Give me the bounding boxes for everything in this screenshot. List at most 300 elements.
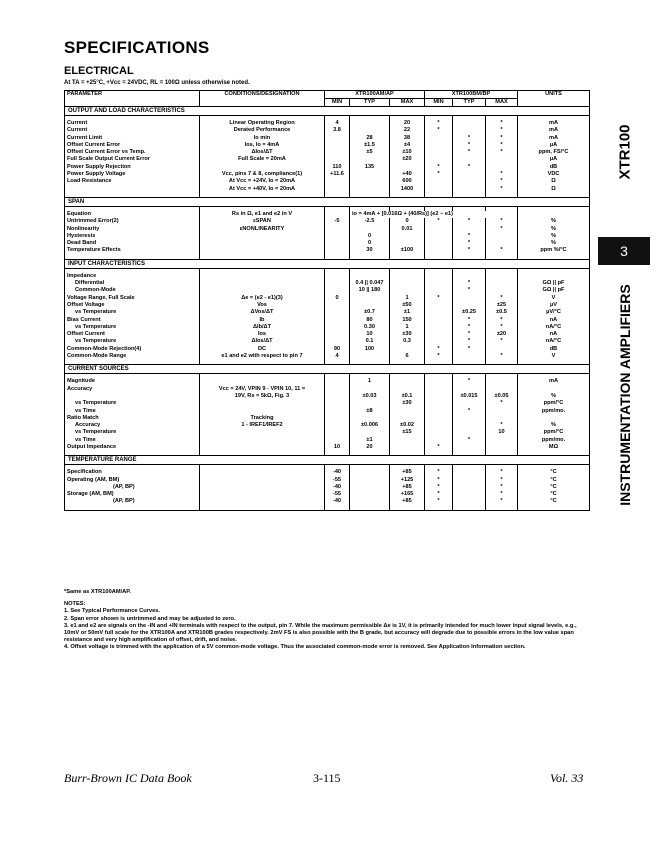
cell-typ-a bbox=[350, 484, 390, 491]
cell-condition: DC bbox=[200, 346, 325, 353]
cell-typ-b: * bbox=[453, 240, 486, 247]
cell-max-b bbox=[486, 164, 518, 171]
cell-min-a bbox=[325, 280, 350, 287]
cell-typ-b bbox=[453, 295, 486, 302]
cell-condition bbox=[200, 378, 325, 385]
section-tab: 3 bbox=[598, 237, 650, 265]
cell-typ-b bbox=[453, 422, 486, 429]
cell-condition bbox=[200, 429, 325, 436]
cell-typ-b bbox=[453, 498, 486, 505]
cell-min-a bbox=[325, 226, 350, 233]
cell-max-b: * bbox=[486, 469, 518, 476]
table-row bbox=[65, 164, 590, 171]
cell-min-a: 4 bbox=[325, 120, 350, 127]
table-row bbox=[65, 211, 590, 218]
cell-typ-b bbox=[453, 127, 486, 134]
cell-typ-a: 1 bbox=[350, 378, 390, 385]
cell-typ-b: * bbox=[453, 135, 486, 142]
header-conditions: CONDITIONS/DESIGNATION bbox=[200, 91, 325, 107]
table-row bbox=[65, 273, 590, 280]
cell-typ-a: -2.5 bbox=[350, 218, 390, 225]
cell-units: µV bbox=[518, 302, 590, 309]
cell-units: GΩ || pF bbox=[518, 280, 590, 287]
cell-condition bbox=[200, 233, 325, 240]
cell-parameter: Magnitude bbox=[65, 378, 200, 385]
cell-typ-a: ±0.006 bbox=[350, 422, 390, 429]
cell-max-a bbox=[390, 240, 425, 247]
cell-min-a bbox=[325, 302, 350, 309]
cell-min-b bbox=[425, 393, 453, 400]
section-header-row bbox=[65, 365, 590, 374]
cell-max-b bbox=[486, 280, 518, 287]
table-row bbox=[65, 218, 590, 225]
cell-min-a bbox=[325, 400, 350, 407]
table-row bbox=[65, 422, 590, 429]
cell-typ-b bbox=[453, 469, 486, 476]
cell-typ-a: 30 bbox=[350, 247, 390, 254]
cell-condition bbox=[200, 287, 325, 294]
cell-typ-b bbox=[453, 491, 486, 498]
cell-min-b bbox=[425, 233, 453, 240]
table-row bbox=[65, 309, 590, 316]
cell-max-a: +85 bbox=[390, 469, 425, 476]
cell-typ-a bbox=[350, 469, 390, 476]
section-header-row bbox=[65, 456, 590, 465]
cell-condition bbox=[200, 240, 325, 247]
cell-parameter bbox=[65, 186, 200, 193]
note-item: 2. Span error shown is untrimmed and may be adjusted to zero. bbox=[64, 615, 236, 622]
spacer-cell bbox=[518, 506, 590, 511]
cell-units: µV/°C bbox=[518, 309, 590, 316]
cell-max-a bbox=[390, 444, 425, 451]
cell-max-b: * bbox=[486, 477, 518, 484]
cell-parameter: Accuracy bbox=[65, 386, 200, 393]
cell-condition: Tracking bbox=[200, 415, 325, 422]
cell-typ-b bbox=[453, 400, 486, 407]
table-row bbox=[65, 247, 590, 254]
spacer-cell bbox=[350, 506, 390, 511]
cell-typ-a: ±5 bbox=[350, 149, 390, 156]
table-row bbox=[65, 120, 590, 127]
cell-typ-a bbox=[350, 127, 390, 134]
cell-max-b: * bbox=[486, 247, 518, 254]
cell-max-b: ±0.05 bbox=[486, 393, 518, 400]
cell-condition: Derated Performance bbox=[200, 127, 325, 134]
section-header-row bbox=[65, 197, 590, 206]
cell-min-b bbox=[425, 302, 453, 309]
cell-typ-a: 0.1 bbox=[350, 338, 390, 345]
cell-min-a bbox=[325, 156, 350, 163]
cell-typ-a bbox=[350, 171, 390, 178]
cell-min-a: -55 bbox=[325, 491, 350, 498]
cell-typ-a: 0 bbox=[350, 233, 390, 240]
cell-parameter: vs Temperature bbox=[65, 309, 200, 316]
cell-condition: Vcc, pins 7 & 8, compliance(1) bbox=[200, 171, 325, 178]
cell-max-b: * bbox=[486, 186, 518, 193]
section-title: OUTPUT AND LOAD CHARACTERISTICS bbox=[65, 107, 590, 116]
cell-units: ppm/°C bbox=[518, 400, 590, 407]
cell-min-b bbox=[425, 280, 453, 287]
cell-units bbox=[518, 415, 590, 422]
cell-min-a bbox=[325, 233, 350, 240]
cell-max-b: * bbox=[486, 324, 518, 331]
cell-condition: Ios, Io = 4mA bbox=[200, 142, 325, 149]
cell-condition bbox=[200, 437, 325, 444]
cell-min-b: * bbox=[425, 120, 453, 127]
cell-min-a: +11.6 bbox=[325, 171, 350, 178]
cell-typ-b bbox=[453, 353, 486, 360]
cell-min-a bbox=[325, 247, 350, 254]
test-conditions: At TA = +25°C, +Vcc = 24VDC, RL = 100Ω unless otherwise noted. bbox=[64, 80, 250, 86]
cell-max-b: ±20 bbox=[486, 331, 518, 338]
cell-min-a bbox=[325, 437, 350, 444]
cell-max-b bbox=[486, 240, 518, 247]
cell-max-a: ±20 bbox=[390, 156, 425, 163]
section-header-row bbox=[65, 107, 590, 116]
cell-typ-b bbox=[453, 477, 486, 484]
spacer-cell bbox=[390, 506, 425, 511]
cell-typ-b: * bbox=[453, 317, 486, 324]
cell-parameter: Offset Voltage bbox=[65, 302, 200, 309]
footer-volume: Vol. 33 bbox=[550, 771, 584, 785]
cell-typ-a: 0.30 bbox=[350, 324, 390, 331]
section-title: INPUT CHARACTERISTICS bbox=[65, 259, 590, 268]
table-row bbox=[65, 287, 590, 294]
cell-typ-a: 10 || 180 bbox=[350, 287, 390, 294]
cell-typ-b bbox=[453, 186, 486, 193]
cell-typ-b bbox=[453, 178, 486, 185]
cell-max-b: * bbox=[486, 149, 518, 156]
cell-units: % bbox=[518, 393, 590, 400]
cell-min-a bbox=[325, 135, 350, 142]
cell-max-a: 0 bbox=[390, 218, 425, 225]
cell-max-b: * bbox=[486, 338, 518, 345]
cell-typ-a bbox=[350, 353, 390, 360]
table-row bbox=[65, 484, 590, 491]
cell-parameter: Specification bbox=[65, 469, 200, 476]
cell-min-a bbox=[325, 386, 350, 393]
table-row bbox=[65, 477, 590, 484]
section-spacer bbox=[65, 506, 590, 511]
cell-max-a: ±30 bbox=[390, 331, 425, 338]
table-row bbox=[65, 331, 590, 338]
cell-condition bbox=[200, 408, 325, 415]
section-header-row bbox=[65, 259, 590, 268]
header-typ-a: TYP bbox=[350, 99, 390, 107]
cell-min-b bbox=[425, 247, 453, 254]
spacer-cell bbox=[65, 506, 200, 511]
cell-max-a: +85 bbox=[390, 484, 425, 491]
cell-max-a bbox=[390, 437, 425, 444]
cell-typ-b bbox=[453, 415, 486, 422]
cell-min-b bbox=[425, 386, 453, 393]
cell-max-b: * bbox=[486, 498, 518, 505]
cell-min-a: 10 bbox=[325, 444, 350, 451]
table-row bbox=[65, 240, 590, 247]
cell-units: mA bbox=[518, 127, 590, 134]
cell-condition bbox=[200, 273, 325, 280]
cell-max-b: * bbox=[486, 422, 518, 429]
cell-typ-a bbox=[350, 400, 390, 407]
cell-typ-b: * bbox=[453, 149, 486, 156]
cell-units: VDC bbox=[518, 171, 590, 178]
table-row bbox=[65, 338, 590, 345]
cell-max-a bbox=[390, 415, 425, 422]
cell-parameter: Differential bbox=[65, 280, 200, 287]
cell-max-a bbox=[390, 408, 425, 415]
header-parameter: PARAMETER bbox=[65, 91, 200, 107]
cell-min-a bbox=[325, 324, 350, 331]
cell-max-b: * bbox=[486, 120, 518, 127]
cell-typ-b: * bbox=[453, 378, 486, 385]
table-row bbox=[65, 378, 590, 385]
cell-min-b bbox=[425, 178, 453, 185]
cell-typ-b: * bbox=[453, 338, 486, 345]
cell-condition: Vos bbox=[200, 302, 325, 309]
table-row bbox=[65, 408, 590, 415]
cell-parameter: Hysteresis bbox=[65, 233, 200, 240]
table-row bbox=[65, 400, 590, 407]
cell-units: % bbox=[518, 422, 590, 429]
cell-typ-a: 100 bbox=[350, 346, 390, 353]
cell-condition: At Vcc = +24V, Io = 20mA bbox=[200, 178, 325, 185]
cell-condition bbox=[200, 400, 325, 407]
cell-units: nA/°C bbox=[518, 324, 590, 331]
cell-typ-a: ±8 bbox=[350, 408, 390, 415]
cell-parameter: Impedance bbox=[65, 273, 200, 280]
cell-units: GΩ || pF bbox=[518, 287, 590, 294]
cell-max-a: +165 bbox=[390, 491, 425, 498]
cell-max-b bbox=[486, 444, 518, 451]
cell-units: ppm/mo. bbox=[518, 437, 590, 444]
section-title: ELECTRICAL bbox=[64, 65, 134, 77]
cell-typ-b: * bbox=[453, 408, 486, 415]
cell-typ-b: * bbox=[453, 287, 486, 294]
side-category-text: INSTRUMENTATION AMPLIFIERS bbox=[617, 284, 633, 506]
cell-parameter: vs Temperature bbox=[65, 400, 200, 407]
cell-typ-b bbox=[453, 120, 486, 127]
cell-typ-b: * bbox=[453, 247, 486, 254]
cell-max-a: 1400 bbox=[390, 186, 425, 193]
cell-min-a: 90 bbox=[325, 346, 350, 353]
cell-condition bbox=[200, 469, 325, 476]
table-row bbox=[65, 415, 590, 422]
cell-units: nA bbox=[518, 331, 590, 338]
cell-max-b bbox=[486, 233, 518, 240]
cell-min-b bbox=[425, 338, 453, 345]
cell-units: ppm, FS/°C bbox=[518, 149, 590, 156]
cell-typ-a bbox=[350, 477, 390, 484]
cell-parameter: Common-Mode Rejection(4) bbox=[65, 346, 200, 353]
side-part-number bbox=[610, 112, 640, 192]
cell-min-b bbox=[425, 400, 453, 407]
header-min-a: MIN bbox=[325, 99, 350, 107]
cell-parameter: Offset Current Error vs Temp. bbox=[65, 149, 200, 156]
cell-min-a bbox=[325, 211, 350, 218]
cell-max-a: 0.3 bbox=[390, 338, 425, 345]
cell-condition bbox=[200, 444, 325, 451]
notes-block bbox=[64, 589, 589, 652]
cell-max-a: 0.01 bbox=[390, 226, 425, 233]
cell-min-a bbox=[325, 408, 350, 415]
cell-max-a: 6 bbox=[390, 353, 425, 360]
cell-typ-a: 20 bbox=[350, 444, 390, 451]
cell-min-b: * bbox=[425, 353, 453, 360]
header-max-b: MAX bbox=[486, 99, 518, 107]
cell-max-b: 10 bbox=[486, 429, 518, 436]
cell-typ-a bbox=[350, 386, 390, 393]
table-row bbox=[65, 429, 590, 436]
cell-max-b bbox=[486, 415, 518, 422]
cell-min-b bbox=[425, 408, 453, 415]
cell-typ-b bbox=[453, 484, 486, 491]
table-row bbox=[65, 280, 590, 287]
cell-max-a bbox=[390, 346, 425, 353]
table-row bbox=[65, 149, 590, 156]
cell-condition: Vcc = 24V, VPIN 9 - VPIN 10, 11 = bbox=[200, 386, 325, 393]
spacer-cell bbox=[425, 506, 453, 511]
cell-typ-a bbox=[350, 302, 390, 309]
cell-max-a: 38 bbox=[390, 135, 425, 142]
cell-min-b bbox=[425, 422, 453, 429]
cell-min-b bbox=[425, 324, 453, 331]
cell-max-b: * bbox=[486, 400, 518, 407]
cell-parameter: vs Time bbox=[65, 437, 200, 444]
cell-min-a: -5 bbox=[325, 218, 350, 225]
cell-typ-b: * bbox=[453, 331, 486, 338]
cell-max-b bbox=[486, 437, 518, 444]
cell-min-a bbox=[325, 273, 350, 280]
cell-condition: Linear Operating Region bbox=[200, 120, 325, 127]
cell-max-b: * bbox=[486, 353, 518, 360]
cell-parameter: Untrimmed Error(2) bbox=[65, 218, 200, 225]
table-row bbox=[65, 469, 590, 476]
cell-min-a bbox=[325, 186, 350, 193]
cell-typ-b: * bbox=[453, 218, 486, 225]
header-group-b: XTR100BM/BP bbox=[425, 91, 518, 99]
cell-parameter: Current Limit bbox=[65, 135, 200, 142]
cell-max-a: ±30 bbox=[390, 400, 425, 407]
cell-min-b bbox=[425, 331, 453, 338]
spacer-cell bbox=[325, 506, 350, 511]
cell-min-a: -40 bbox=[325, 484, 350, 491]
cell-parameter: vs Time bbox=[65, 408, 200, 415]
cell-condition: εNONLINEARITY bbox=[200, 226, 325, 233]
cell-typ-b bbox=[453, 226, 486, 233]
cell-units bbox=[518, 211, 590, 218]
cell-min-b bbox=[425, 273, 453, 280]
cell-condition bbox=[200, 491, 325, 498]
cell-min-b: * bbox=[425, 498, 453, 505]
cell-max-a: ±1 bbox=[390, 309, 425, 316]
cell-typ-a: ±1.5 bbox=[350, 142, 390, 149]
cell-typ-a bbox=[350, 491, 390, 498]
cell-max-b: * bbox=[486, 171, 518, 178]
cell-typ-b bbox=[453, 302, 486, 309]
table-row bbox=[65, 444, 590, 451]
cell-max-b: * bbox=[486, 484, 518, 491]
table-row bbox=[65, 135, 590, 142]
cell-units: °C bbox=[518, 477, 590, 484]
side-category bbox=[608, 270, 642, 520]
cell-min-b: * bbox=[425, 127, 453, 134]
cell-min-b bbox=[425, 309, 453, 316]
cell-min-b bbox=[425, 378, 453, 385]
cell-parameter: Common-Mode Range bbox=[65, 353, 200, 360]
cell-min-a: 110 bbox=[325, 164, 350, 171]
table-row bbox=[65, 178, 590, 185]
table-row bbox=[65, 142, 590, 149]
cell-parameter: Output Impedance bbox=[65, 444, 200, 451]
cell-max-a bbox=[390, 287, 425, 294]
cell-max-a: ±10 bbox=[390, 149, 425, 156]
table-row bbox=[65, 226, 590, 233]
cell-typ-a: ±0.7 bbox=[350, 309, 390, 316]
cell-parameter: vs Temperature bbox=[65, 338, 200, 345]
cell-condition: 1 - IREF1/IREF2 bbox=[200, 422, 325, 429]
cell-max-a bbox=[390, 280, 425, 287]
spacer-cell bbox=[200, 506, 325, 511]
cell-parameter: Current bbox=[65, 120, 200, 127]
cell-typ-b: * bbox=[453, 164, 486, 171]
cell-units: nA/°C bbox=[518, 338, 590, 345]
cell-min-a bbox=[325, 309, 350, 316]
cell-typ-a bbox=[350, 415, 390, 422]
cell-min-a bbox=[325, 415, 350, 422]
cell-max-b: ±0.5 bbox=[486, 309, 518, 316]
cell-typ-a: 80 bbox=[350, 317, 390, 324]
cell-condition bbox=[200, 484, 325, 491]
table-row bbox=[65, 393, 590, 400]
cell-max-a: ±100 bbox=[390, 247, 425, 254]
cell-parameter: Storage (AM, BM) bbox=[65, 491, 200, 498]
cell-units: % bbox=[518, 240, 590, 247]
cell-typ-b: * bbox=[453, 437, 486, 444]
cell-typ-a bbox=[350, 226, 390, 233]
table-row bbox=[65, 156, 590, 163]
cell-units: °C bbox=[518, 491, 590, 498]
cell-typ-b bbox=[453, 429, 486, 436]
side-part-text: XTR100 bbox=[616, 124, 634, 180]
cell-units: dB bbox=[518, 164, 590, 171]
cell-min-b bbox=[425, 429, 453, 436]
cell-min-a: -40 bbox=[325, 498, 350, 505]
cell-max-a: ±0.02 bbox=[390, 422, 425, 429]
cell-typ-a bbox=[350, 156, 390, 163]
cell-condition: Ib bbox=[200, 317, 325, 324]
section-title: TEMPERATURE RANGE bbox=[65, 456, 590, 465]
cell-units bbox=[518, 386, 590, 393]
cell-parameter: Power Supply Rejection bbox=[65, 164, 200, 171]
cell-parameter: Nonlinearity bbox=[65, 226, 200, 233]
cell-min-b bbox=[425, 186, 453, 193]
cell-units: dB bbox=[518, 346, 590, 353]
cell-min-b bbox=[425, 317, 453, 324]
cell-condition bbox=[200, 280, 325, 287]
table-row bbox=[65, 346, 590, 353]
cell-typ-a: 135 bbox=[350, 164, 390, 171]
cell-max-b: * bbox=[486, 218, 518, 225]
cell-typ-a bbox=[350, 295, 390, 302]
cell-min-b bbox=[425, 240, 453, 247]
cell-max-a: 20 bbox=[390, 120, 425, 127]
cell-condition bbox=[200, 164, 325, 171]
cell-max-a: +125 bbox=[390, 477, 425, 484]
table-row bbox=[65, 386, 590, 393]
cell-typ-b bbox=[453, 444, 486, 451]
cell-parameter: Power Supply Voltage bbox=[65, 171, 200, 178]
cell-max-b bbox=[486, 346, 518, 353]
